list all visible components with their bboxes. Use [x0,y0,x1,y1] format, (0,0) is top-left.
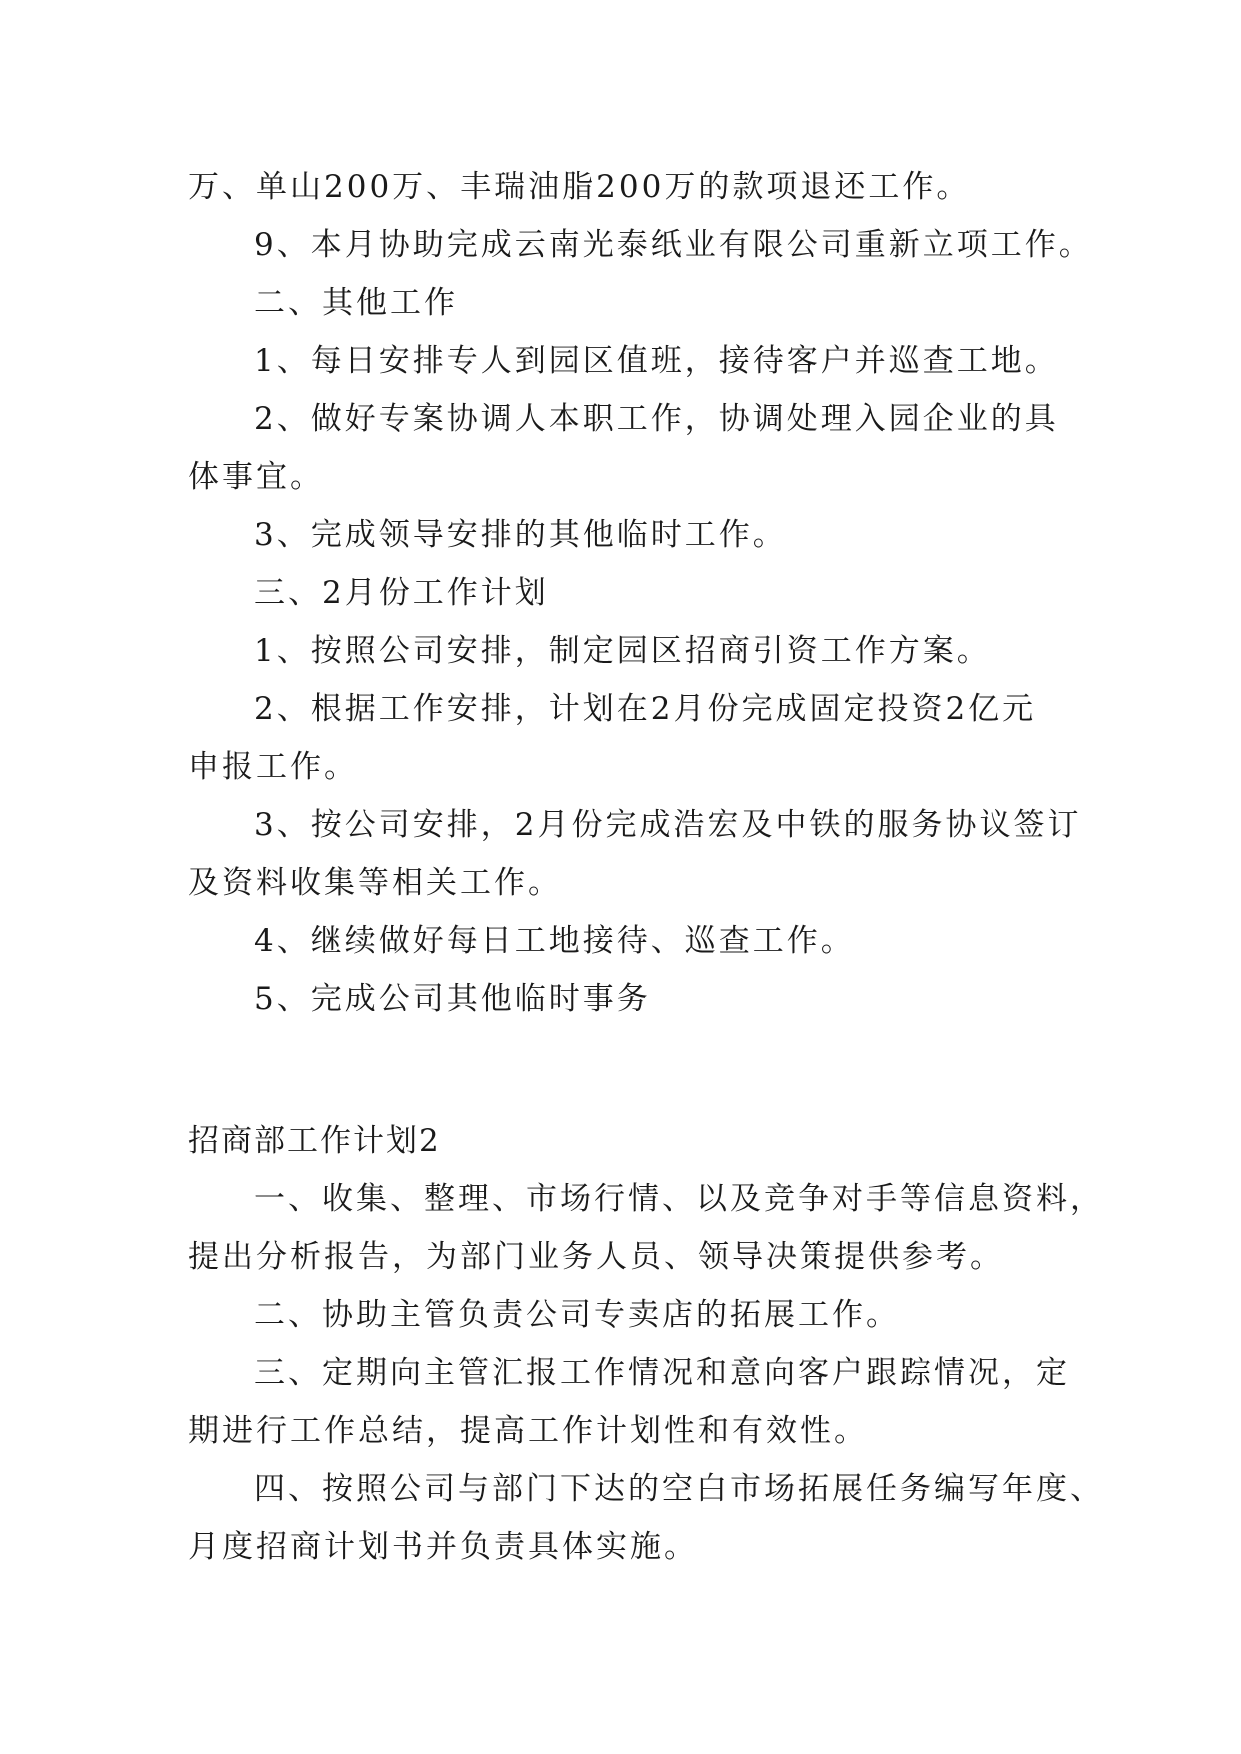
paragraph-line: 万、单山200万、丰瑞油脂200万的款项退还工作。 [188,169,971,205]
section-gap [188,1028,1056,1112]
paragraph-line: 2、根据工作安排，计划在2月份完成固定投资2亿元 [254,691,1037,727]
paragraph-line: 月度招商计划书并负责具体实施。 [188,1529,698,1565]
paragraph-line: 9、本月协助完成云南光泰纸业有限公司重新立项工作。 [254,227,1093,263]
paragraph-line: 及资料收集等相关工作。 [188,865,562,901]
document-body [188,158,1104,1576]
document-title: 招商部工作计划2 [188,1123,441,1159]
paragraph-line: 四、按照公司与部门下达的空白市场拓展任务编写年度、 [254,1471,1104,1507]
paragraph-line: 1、按照公司安排，制定园区招商引资工作方案。 [254,633,991,669]
paragraph-line: 体事宜。 [188,459,324,495]
paragraph-line: 3、按公司安排，2月份完成浩宏及中铁的服务协议签订 [254,807,1082,843]
section-heading: 二、其他工作 [254,285,458,321]
section-heading: 三、2月份工作计划 [254,575,549,611]
paragraph-line: 一、收集、整理、市场行情、以及竞争对手等信息资料， [254,1181,1104,1217]
paragraph-line: 二、协助主管负责公司专卖店的拓展工作。 [254,1297,900,1333]
paragraph-line: 2、做好专案协调人本职工作，协调处理入园企业的具 [254,401,1059,437]
paragraph-line: 3、完成领导安排的其他临时工作。 [254,517,787,553]
paragraph-line: 申报工作。 [188,749,358,785]
paragraph-line: 5、完成公司其他临时事务 [254,981,651,1017]
paragraph-line: 期进行工作总结，提高工作计划性和有效性。 [188,1413,868,1449]
paragraph-line: 提出分析报告，为部门业务人员、领导决策提供参考。 [188,1239,1004,1275]
paragraph-line: 1、每日安排专人到园区值班，接待客户并巡查工地。 [254,343,1059,379]
paragraph-line: 4、继续做好每日工地接待、巡查工作。 [254,923,855,959]
paragraph-line: 三、定期向主管汇报工作情况和意向客户跟踪情况，定 [254,1355,1070,1391]
